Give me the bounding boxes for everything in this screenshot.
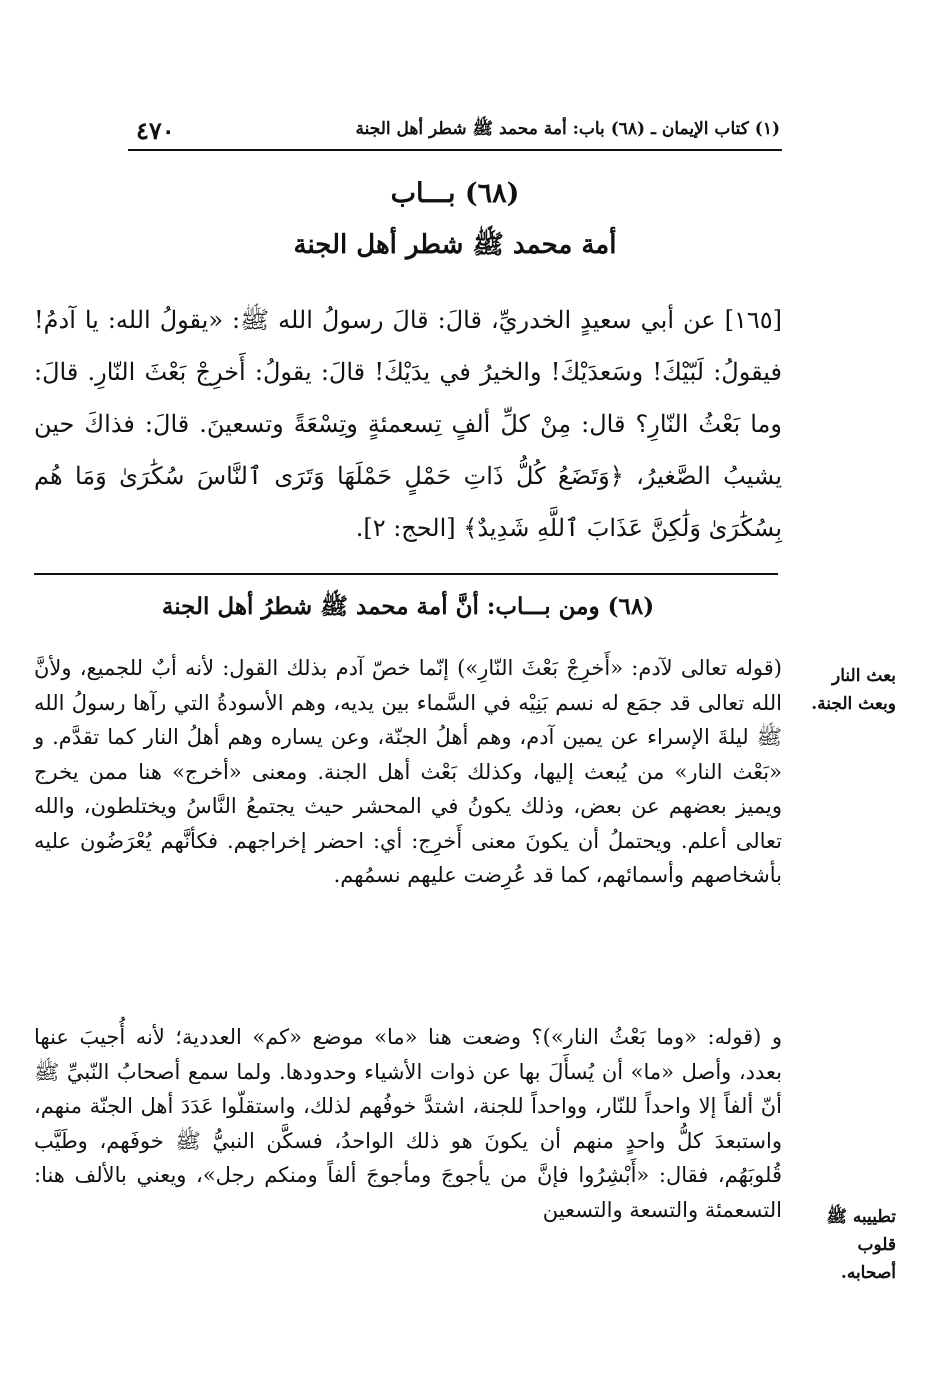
running-header: (١) كتاب الإيمان ـ (٦٨) باب: أمة محمد ﷺ شطر أهل الجنة bbox=[355, 119, 780, 139]
header-divider bbox=[128, 149, 782, 151]
hadith-text: [١٦٥] عن أبي سعيدٍ الخدريِّ، قالَ: قالَ رسولُ الله ﷺ: «يقولُ الله: يا آدمُ! فيقولُ: لَبّيْكَ! وسَعدَيْكَ! والخيرُ في يدَيْكَ! قالَ: يقولُ: أَخرِجْ بَعْثَ النّارِ. قالَ: وما بَعْثُ النّارِ؟ قال: مِنْ كلِّ ألفٍ تِسعمئةٍ وتِسْعَةً وتسعينَ. قالَ: فذاكَ حين يشيبُ الصَّغيرُ، ﴿وَتَضَعُ كُلُّ ذَاتِ حَمْلٍ حَمْلَهَا وَتَرَى ٱلنَّاسَ سُكَٰرَىٰ وَمَا هُم بِسُكَٰرَىٰ وَلَٰكِنَّ عَذَابَ ٱللَّهِ شَدِيدٌ﴾ [الحج: ٢]. bbox=[34, 306, 782, 542]
margin-note: تطييبه ﷺ قلوب أصحابه. bbox=[826, 1207, 896, 1283]
commentary-paragraph: و (قوله: «وما بَعْثُ النار»)؟ وضعت هنا «ما» موضع «كم» العددية؛ لأنه أُجيبَ عنها بعدد، وأصل «ما» أن يُسأَلَ بها عن ذوات الأشياء وحدودها. ولما سمع أصحابُ النّبيِّ ﷺ أنّ ألفاً إلا واحداً للنّار، وواحداً للجنة، اشتدَّ خوفُهم لذلك، واستقلّوا عَدَدَ أهل الجنّة منهم، واستبعدَ كلُّ واحدٍ منهم أن يكونَ هو ذلك الواحدُ، فسكَّن النبيُّ ﷺ خوفَهم، وطَيَّب قُلوبَهُم، فقال: «أَبْشِرُوا فإنَّ من يأجوجَ ومأجوجَ ألفاً ومنكم رجل»، ويعني بالألف هنا: التسعمئة والتسعة والتسعين bbox=[34, 1025, 782, 1222]
margin-note: بعث النار وبعث الجنة. bbox=[811, 666, 896, 714]
chapter-label: (٦٨) بـــاب bbox=[390, 178, 520, 209]
commentary-paragraph: (قوله تعالى لآدم: «أَخرِجْ بَعْثَ النّارِ») إنّما خصّ آدم بذلك القول: لأنه أبٌ للجميع، ولأنَّ الله تعالى قد جمَع له نسم بَنِيْه في السَّماء بين يديه، وهم الأسودةُ التي رآها رسولُ الله ﷺ ليلةَ الإسراء عن يمين آدم، وهم أهلُ الجنّة، وعن يساره وهم أهلُ النار كما تقدَّم. و «بَعْث النار» من يُبعث إليها، وكذلك بَعْث أهل الجنة. ومعنى «أخرج» هنا ممن يخرج ويميز بعضهم عن بعض، وذلك يكونُ في المحشر حيث يجتمعُ النَّاسُ ويختلطون، والله تعالى أعلم. ويحتملُ أن يكونَ معنى أَخرِج: أي: احضر إخراجهم. فكأنَّهم يُعْرَضُون عليه بأشخاصهم وأسمائهم، كما قد عُرِضت عليهم نسمُهم. bbox=[34, 656, 782, 887]
section-divider bbox=[34, 573, 778, 575]
chapter-title: أمة محمد ﷺ شطر أهل الجنة bbox=[293, 230, 617, 260]
page-number: ٤٧٠ bbox=[136, 116, 175, 145]
commentary-heading: (٦٨) ومن بـــاب: أنَّ أمة محمد ﷺ شطرُ أهل الجنة bbox=[161, 593, 655, 620]
